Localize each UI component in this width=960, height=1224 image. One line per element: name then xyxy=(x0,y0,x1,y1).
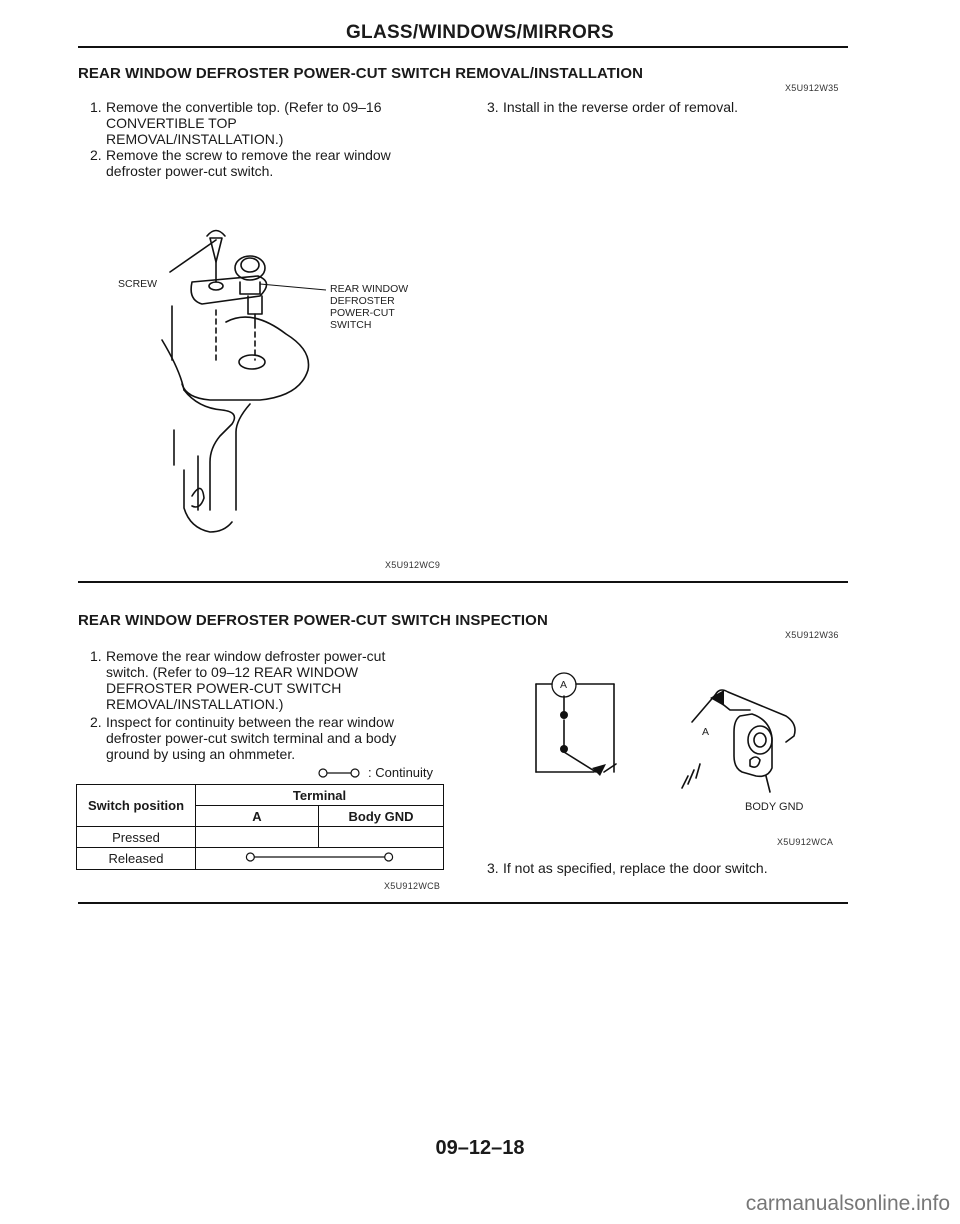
section-divider xyxy=(78,581,848,583)
contact-dot-icon xyxy=(560,745,568,753)
watermark: carmanualsonline.info xyxy=(745,1192,950,1215)
ground-arrow-icon xyxy=(592,764,606,776)
inspection-step-1: 1. Remove the rear window defroster power-cut switch. (Refer to 09–12 REAR WINDOW DEFROSTER POWER-CUT SWITCH REMOVAL/INSTALLATION.) xyxy=(90,648,386,712)
contact-dot-icon xyxy=(560,711,568,719)
figure-code-removal: X5U912WC9 xyxy=(385,560,441,570)
switch-removal-illustration xyxy=(140,210,360,540)
continuity-line-icon xyxy=(196,848,443,866)
section-title-inspection: REAR WINDOW DEFROSTER POWER-CUT SWITCH INSPECTION xyxy=(78,612,548,629)
header-terminal: Terminal xyxy=(196,785,444,806)
removal-step-3: 3. Install in the reverse order of removal. xyxy=(487,99,738,115)
cell-pressed-a xyxy=(196,827,319,848)
table-row xyxy=(77,827,444,848)
section-code-removal: X5U912W35 xyxy=(785,83,839,93)
row-label-pressed: Pressed xyxy=(77,827,196,848)
label-terminal-a-circle: A xyxy=(560,679,568,691)
table-row xyxy=(77,848,444,870)
header-rule xyxy=(78,46,848,48)
header-body-gnd: Body GND xyxy=(319,806,444,827)
figure-code-inspection: X5U912WCA xyxy=(777,837,834,847)
removal-step-2: 2. Remove the screw to remove the rear window defroster power-cut switch. xyxy=(90,147,391,179)
table-code: X5U912WCB xyxy=(384,881,441,891)
switch-terminal-illustration xyxy=(690,680,830,800)
cell-pressed-gnd xyxy=(319,827,444,848)
continuity-symbol-icon xyxy=(318,767,364,779)
page-header: GLASS/WINDOWS/MIRRORS xyxy=(345,22,615,43)
label-power-cut-switch: REAR WINDOW DEFROSTER POWER-CUT SWITCH xyxy=(330,283,409,331)
label-body-gnd: BODY GND xyxy=(745,801,804,813)
continuity-table xyxy=(76,784,444,870)
header-switch-position: Switch position xyxy=(77,785,196,827)
section-title-removal: REAR WINDOW DEFROSTER POWER-CUT SWITCH REMOVAL/INSTALLATION xyxy=(78,65,644,82)
label-terminal-a: A xyxy=(702,726,710,738)
leader-line-switch xyxy=(260,268,330,298)
row-label-released: Released xyxy=(77,848,196,870)
inspection-step-3: 3. If not as specified, replace the door switch. xyxy=(487,860,768,876)
header-terminal-a: A xyxy=(196,806,319,827)
removal-step-1: 1. Remove the convertible top. (Refer to 09–16 CONVERTIBLE TOP REMOVAL/INSTALLATION.) xyxy=(90,99,382,147)
section-end-rule xyxy=(78,902,848,904)
page-number: 09–12–18 xyxy=(435,1137,525,1159)
section-code-inspection: X5U912W36 xyxy=(785,630,839,640)
continuity-legend: : Continuity xyxy=(318,765,433,780)
inspection-step-2: 2. Inspect for continuity between the rear window defroster power-cut switch terminal and a body ground by using an ohmmeter. xyxy=(90,714,397,762)
label-screw: SCREW xyxy=(118,278,158,290)
cell-released-continuity xyxy=(196,848,444,870)
